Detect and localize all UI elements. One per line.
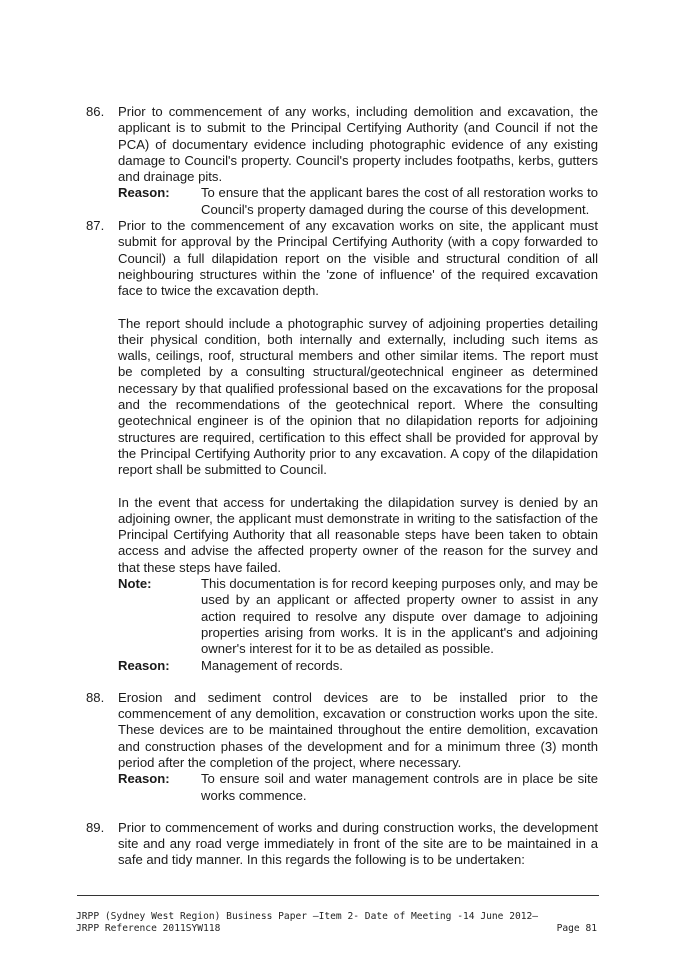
note — [118, 576, 598, 657]
footer-line-2: JRPP Reference 2011SYW118 — [76, 923, 221, 934]
reason-note — [118, 771, 598, 804]
condition-item-88 — [86, 690, 598, 804]
condition-item-86 — [86, 104, 598, 218]
item-number: 86. — [86, 104, 105, 119]
note-label: Reason: — [118, 185, 170, 201]
item-paragraph: The report should include a photographic survey of adjoining properties detailing their physical condition, both internally and externally, including such items as walls, ceilings, roof, structural members and other similar items. The report must be completed by a consulting structural/geotechnical engineer as determined necessary by that qualified professional based on the excavations for the proposal and the recommendations of the geotechnical report. Where the consulting geotechnical engineer is of the opinion that no dilapidation reports for adjoining structures are required, certification to this effect shall be provided for approval by the Principal Certifying Authority prior to any excavation. A copy of the dilapidation report shall be submitted to Council. — [118, 315, 598, 478]
item-paragraph: Prior to commencement of works and during construction works, the development site and any road verge immediately in front of the site are to be maintained in a safe and tidy manner. In this regards the following is to be undertaken: — [118, 819, 598, 868]
item-paragraph: Prior to commencement of any works, including demolition and excavation, the applicant is to submit to the Principal Certifying Authority (and Council if not the PCA) of documentary evidence including photographic evidence of any existing damage to Council's property. Council's property includes footpaths, kerbs, gutters and drainage pits. — [118, 104, 598, 185]
item-paragraph: Erosion and sediment control devices are to be installed prior to the commencement of any demolition, excavation or construction works upon the site. These devices are to be maintained throughout the entire demolition, excavation and construction phases of the development and for a minimum three (3) month period after the completion of the project, where necessary. — [118, 689, 598, 770]
note-label: Reason: — [118, 771, 170, 787]
note-text: This documentation is for record keeping purposes only, and may be used by an applicant or affected property owner to assist in any action required to resolve any dispute over damage to adjoining properties arising from works. It is in the applicant's and adjoining owner's interest for it to be as detailed as possible. — [201, 576, 598, 657]
footer-divider — [77, 895, 599, 896]
item-body — [118, 690, 598, 804]
reason-note — [118, 658, 598, 674]
item-paragraph: In the event that access for undertaking the dilapidation survey is denied by an adjoining owner, the applicant must demonstrate in writing to the satisfaction of the Principal Certifying Authority that all reasonable steps have been taken to obtain access and advise the affected property owner of the reason for the survey and that these steps have failed. — [118, 494, 598, 575]
condition-item-89 — [86, 820, 598, 869]
reason-note — [118, 185, 598, 218]
condition-item-87 — [86, 218, 598, 674]
item-body — [118, 820, 598, 869]
item-number: 87. — [86, 218, 105, 234]
item-body — [118, 104, 598, 218]
document-body — [86, 104, 598, 869]
note-label: Note: — [118, 576, 152, 592]
footer-row — [76, 923, 597, 935]
footer-line-1: JRPP (Sydney West Region) Business Paper –Item 2- Date of Meeting -14 June 2012– — [76, 911, 539, 922]
item-paragraph: Prior to the commencement of any excavation works on site, the applicant must submit for approval by the Principal Certifying Authority (with a copy forwarded to Council) a full dilapidation report on the visible and structural condition of all neighbouring structures within the 'zone of influence' of the required excavation face to twice the excavation depth. — [118, 218, 598, 299]
note-text: To ensure that the applicant bares the cost of all restoration works to Council's property damaged during the course of this development. — [201, 185, 598, 217]
item-body — [118, 218, 598, 674]
note-label: Reason: — [118, 657, 170, 673]
page-number: Page 81 — [556, 923, 597, 934]
item-number: 89. — [86, 819, 105, 835]
page-footer — [76, 911, 597, 935]
item-number: 88. — [86, 689, 105, 705]
note-text: Management of records. — [201, 657, 343, 673]
note-text: To ensure soil and water management controls are in place be site works commence. — [201, 771, 598, 803]
